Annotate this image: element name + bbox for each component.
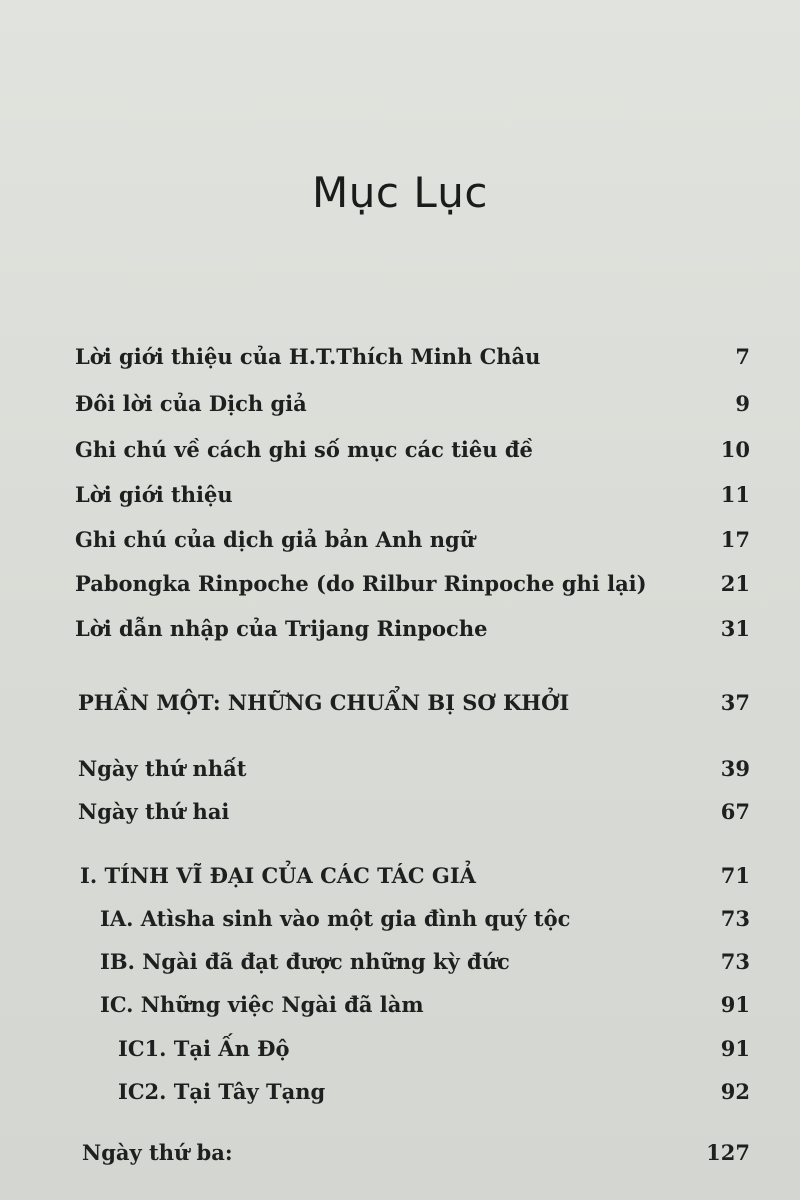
toc-entry-label: Lời giới thiệu	[75, 482, 233, 507]
toc-entry-page: 11	[720, 482, 750, 507]
toc-entry-label: PHẦN MỘT: NHỮNG CHUẨN BỊ SƠ KHỞI	[78, 690, 570, 715]
toc-entry-label: Lời dẫn nhập của Trijang Rinpoche	[75, 616, 488, 641]
toc-section-heading	[0, 859, 800, 893]
toc-entry-page: 127	[706, 1140, 750, 1165]
toc-entry-page: 21	[720, 571, 750, 596]
toc-entry-label: Pabongka Rinpoche (do Rilbur Rinpoche ghi lại)	[75, 571, 647, 596]
toc-entry-page: 7	[735, 344, 750, 369]
toc-entry	[0, 433, 800, 467]
toc-entry	[0, 1136, 800, 1170]
toc-entry-label: Lời giới thiệu của H.T.Thích Minh Châu	[75, 344, 541, 369]
toc-entry-label: I. TÍNH VĨ ĐẠI CỦA CÁC TÁC GIẢ	[80, 863, 476, 888]
toc-entry	[0, 340, 800, 374]
toc-subentry	[0, 1075, 800, 1109]
toc-entry-label: Ngày thứ nhất	[78, 756, 247, 781]
toc-entry-page: 67	[720, 799, 750, 824]
toc-subentry	[0, 988, 800, 1022]
toc-entry-page: 39	[720, 756, 750, 781]
toc-entry-page: 10	[720, 437, 750, 462]
toc-entry-page: 37	[720, 690, 750, 715]
toc-entry-label: Ngày thứ ba:	[82, 1140, 233, 1165]
toc-entry-page: 92	[720, 1079, 750, 1104]
toc-entry-label: IA. Atìsha sinh vào một gia đình quý tộc	[100, 906, 571, 931]
toc-subentry	[0, 902, 800, 936]
toc-entry-page: 73	[720, 906, 750, 931]
toc-entry	[0, 387, 800, 421]
toc-subentry	[0, 1032, 800, 1066]
toc-part-heading	[0, 686, 800, 720]
toc-entry-page: 17	[720, 527, 750, 552]
toc-entry-page: 9	[735, 391, 750, 416]
toc-entry-page: 91	[720, 992, 750, 1017]
toc-entry	[0, 752, 800, 786]
toc-entry-label: Ghi chú của dịch giả bản Anh ngữ	[75, 527, 475, 552]
toc-entry-label: Ghi chú về cách ghi số mục các tiêu đề	[75, 437, 533, 462]
toc-entry-label: IC. Những việc Ngài đã làm	[100, 992, 424, 1017]
toc-entry	[0, 478, 800, 512]
toc-entry-page: 71	[720, 863, 750, 888]
toc-entry-label: IC1. Tại Ấn Độ	[118, 1036, 290, 1061]
toc-entry	[0, 795, 800, 829]
toc-entry-page: 91	[720, 1036, 750, 1061]
page-title: Mục Lục	[312, 168, 488, 217]
toc-entry-page: 31	[720, 616, 750, 641]
toc-entry-label: Ngày thứ hai	[78, 799, 230, 824]
toc-entry	[0, 567, 800, 601]
toc-entry-label: Đôi lời của Dịch giả	[75, 391, 307, 416]
toc-entry-label: IB. Ngài đã đạt được những kỳ đức	[100, 949, 510, 974]
toc-entry	[0, 612, 800, 646]
toc-entry-label: IC2. Tại Tây Tạng	[118, 1079, 326, 1104]
toc-entry	[0, 523, 800, 557]
toc-entry-page: 73	[720, 949, 750, 974]
toc-subentry	[0, 945, 800, 979]
